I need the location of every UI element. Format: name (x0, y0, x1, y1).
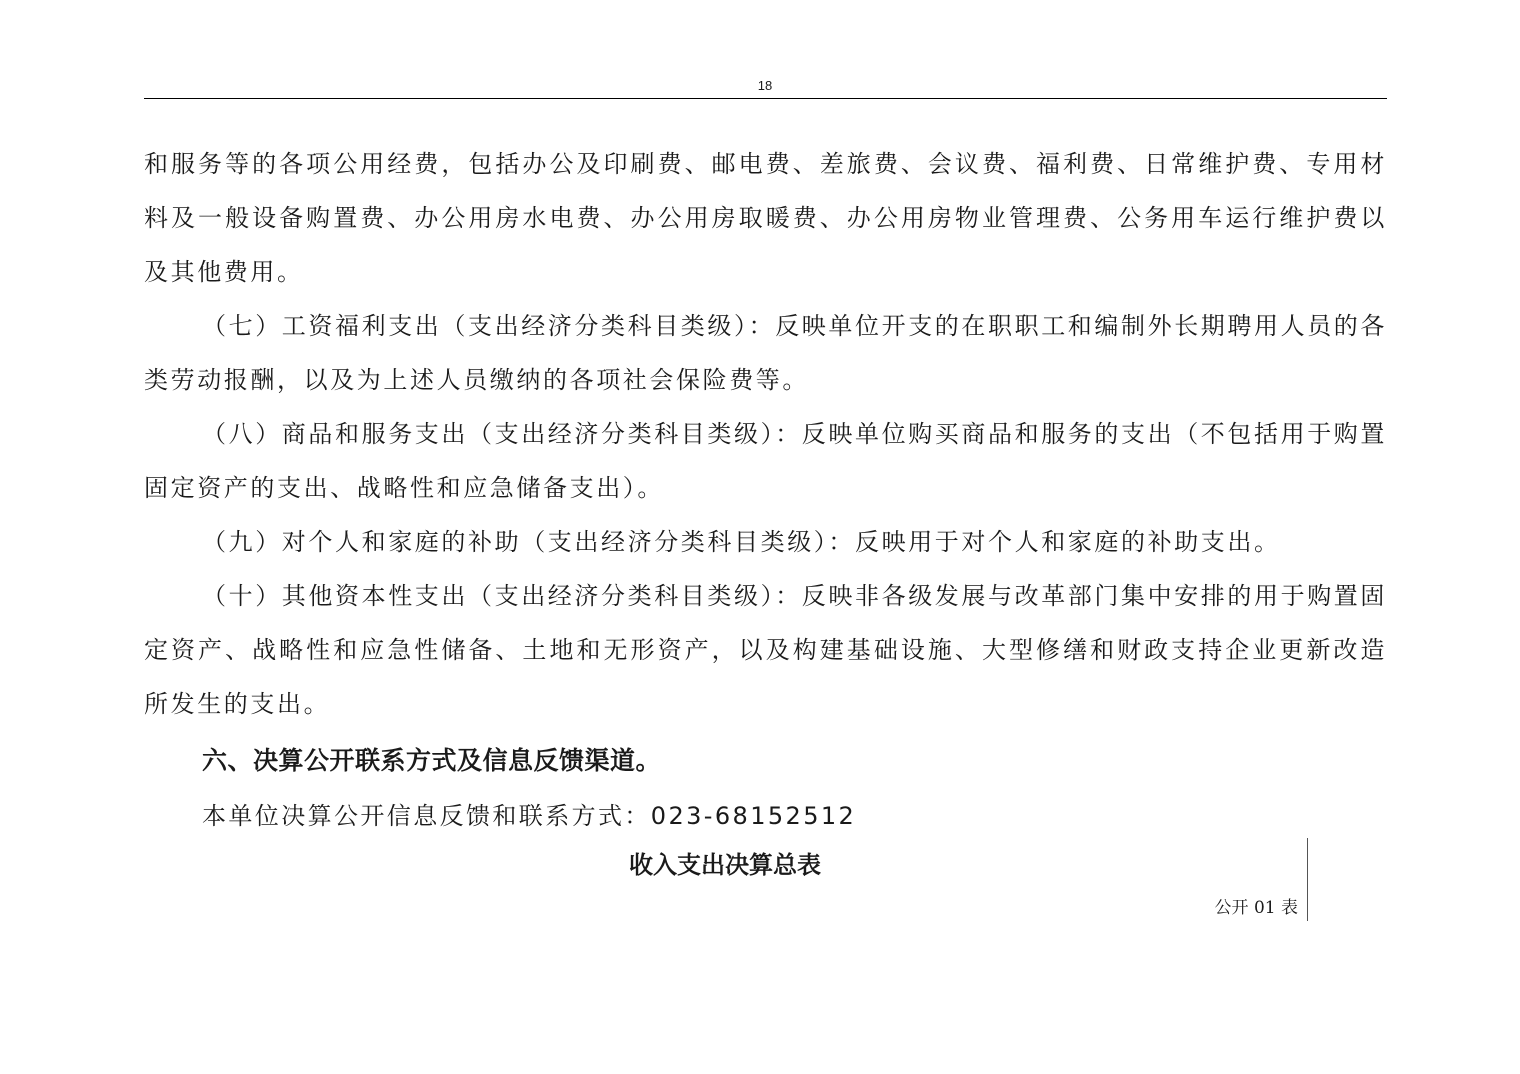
table-code: 公开 01 表 (1214, 898, 1298, 918)
paragraph-item-7: （七）工资福利支出（支出经济分类科目类级）：反映单位开支的在职职工和编制外长期聘用人员的各类劳动报酬，以及为上述人员缴纳的各项社会保险费等。 (144, 312, 1387, 394)
paragraph-item-10: （十）其他资本性支出（支出经济分类科目类级）：反映非各级发展与改革部门集中安排的用于购置固定资产、战略性和应急性储备、土地和无形资产，以及构建基础设施、大型修缮和财政支持企业更新改造所发生的支出。 (144, 582, 1387, 718)
page-number: 18 (757, 78, 773, 93)
table-edge-line (1307, 838, 1308, 921)
body-text (144, 137, 1387, 731)
header-rule (144, 98, 1387, 99)
paragraph-item-8: （八）商品和服务支出（支出经济分类科目类级）：反映单位购买商品和服务的支出（不包括用于购置固定资产的支出、战略性和应急储备支出）。 (144, 420, 1387, 502)
contact-line: 本单位决算公开信息反馈和联系方式：023-68152512 (202, 802, 857, 830)
paragraph-continuation: 和服务等的各项公用经费，包括办公及印刷费、邮电费、差旅费、会议费、福利费、日常维护费、专用材料及一般设备购置费、办公用房水电费、办公用房取暖费、办公用房物业管理费、公务用车运行维护费以及其他费用。 (144, 150, 1387, 286)
table-title: 收入支出决算总表 (629, 851, 821, 879)
section-6-heading: 六、决算公开联系方式及信息反馈渠道。 (202, 746, 662, 775)
paragraph-item-9: （九）对个人和家庭的补助（支出经济分类科目类级）：反映用于对个人和家庭的补助支出。 (202, 528, 1281, 556)
